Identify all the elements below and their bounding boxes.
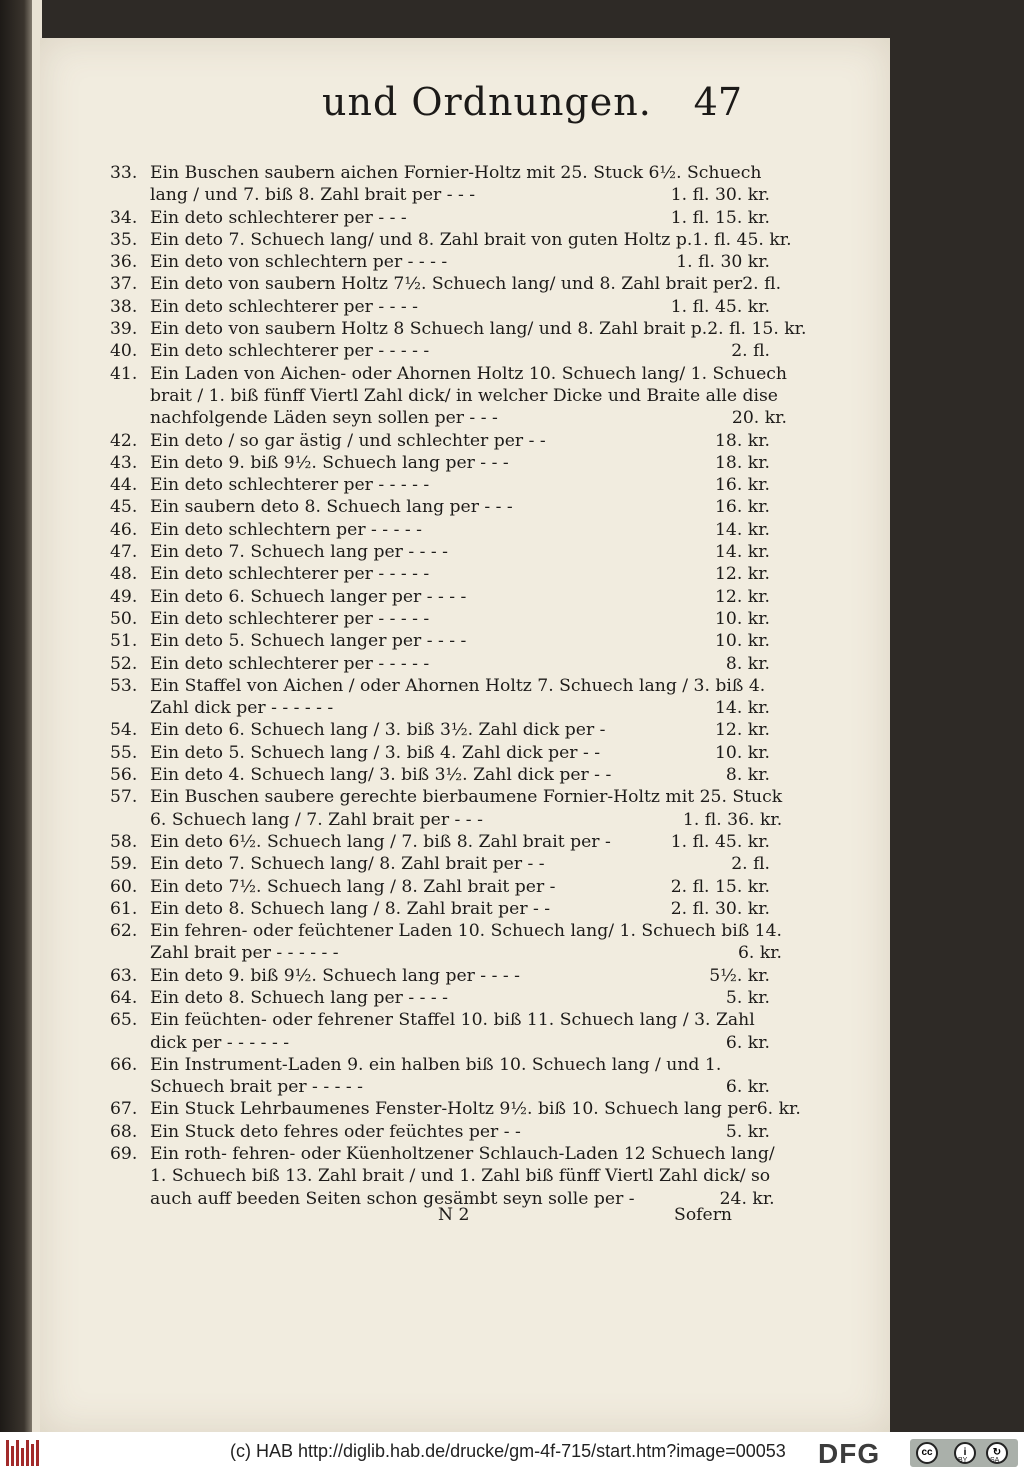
list-item (110, 162, 770, 207)
item-price: 2. fl. 15. kr. (670, 876, 770, 897)
item-number: 35. (110, 229, 138, 250)
signature-mark: N 2 (438, 1205, 470, 1225)
item-line (150, 519, 770, 541)
item-text: Ein deto schlechtern per - - - - - (150, 519, 422, 540)
list-item (110, 318, 807, 340)
item-number: 37. (110, 274, 138, 295)
item-lines (150, 496, 770, 518)
item-price: 5. kr. (725, 987, 770, 1008)
list-item (110, 987, 770, 1009)
item-text: Ein Laden von Aichen- oder Ahornen Holtz 10. Schuech lang/ 1. Schuech (150, 363, 787, 384)
item-price: 1. fl. 30. kr. (670, 185, 770, 206)
item-number: 69. (110, 1144, 138, 1165)
item-text: brait / 1. biß fünff Viertl Zahl dick/ in welcher Dicke und Braite alle dise (150, 385, 778, 406)
item-lines (150, 296, 770, 318)
item-line (150, 229, 792, 251)
cc-icon: cc (916, 1442, 938, 1464)
item-number: 64. (110, 987, 138, 1008)
item-text: 1. Schuech biß 13. Zahl brait / und 1. Zahl biß fünff Viertl Zahl dick/ so (150, 1166, 771, 1187)
item-line (150, 251, 770, 273)
item-line (150, 653, 770, 675)
item-line (150, 452, 770, 474)
item-price: 12. kr. (714, 586, 770, 607)
item-text: Ein deto von schlechtern per - - - - (150, 252, 448, 273)
item-line (150, 719, 770, 741)
item-lines (150, 430, 770, 452)
item-lines (150, 653, 770, 675)
item-price: 6. kr. (725, 1077, 770, 1098)
item-line (150, 541, 770, 563)
item-line (150, 1032, 770, 1054)
list-item (110, 608, 770, 630)
item-price: 14. kr. (714, 542, 770, 563)
list-item (110, 229, 792, 251)
item-number: 55. (110, 742, 138, 763)
item-text: Ein deto 7. Schuech lang/ 8. Zahl brait per - - (150, 854, 545, 875)
item-price: 6. kr. (725, 1032, 770, 1053)
item-price: 6. kr. (756, 1099, 801, 1120)
item-line (150, 318, 806, 340)
item-number: 56. (110, 765, 138, 786)
list-item (110, 920, 783, 965)
item-lines (150, 229, 792, 251)
list-item (110, 430, 770, 452)
item-text: Ein deto schlechterer per - - - - - (150, 475, 430, 496)
item-number: 34. (110, 207, 138, 228)
list-item (110, 519, 770, 541)
item-line (150, 430, 770, 452)
item-text: Ein deto 6. Schuech lang / 3. biß 3½. Zahl dick per - (150, 720, 606, 741)
item-number: 43. (110, 452, 138, 473)
item-lines (150, 340, 770, 362)
item-line (150, 385, 787, 407)
item-price: 8. kr. (725, 653, 770, 674)
item-text: dick per - - - - - - (150, 1032, 290, 1053)
item-text: Ein deto 8. Schuech lang per - - - - (150, 987, 448, 1008)
item-line (150, 586, 770, 608)
item-line (150, 273, 781, 295)
item-line (150, 1098, 801, 1120)
item-lines (150, 1098, 801, 1120)
item-lines (150, 452, 770, 474)
item-line (150, 987, 770, 1009)
item-lines (150, 876, 770, 898)
item-price: 5½. kr. (709, 965, 770, 986)
share-alike-icon: ↻ (986, 1442, 1008, 1464)
item-lines (150, 987, 770, 1009)
item-number: 33. (110, 163, 138, 183)
item-number: 44. (110, 475, 138, 496)
item-line (150, 608, 770, 630)
item-lines (150, 764, 770, 786)
item-text: Ein saubern deto 8. Schuech lang per - - - (150, 497, 513, 518)
item-number: 38. (110, 296, 138, 317)
item-line (150, 942, 782, 964)
item-price: 14. kr. (714, 519, 770, 540)
item-lines (150, 273, 781, 295)
item-text: nachfolgende Läden seyn sollen per - - - (150, 408, 498, 429)
item-text: Ein deto schlechterer per - - - - (150, 296, 418, 317)
page-footer (150, 1205, 732, 1235)
item-text: Ein deto 6. Schuech langer per - - - - (150, 586, 467, 607)
list-item (110, 1054, 770, 1099)
item-text: Ein deto / so gar ästig / und schlechter per - - (150, 430, 546, 451)
item-number: 68. (110, 1121, 138, 1142)
list-item (110, 563, 770, 585)
item-line (150, 831, 770, 853)
item-line (150, 742, 770, 764)
item-price: 2. fl. 15. kr. (707, 319, 807, 340)
item-text: Ein deto 5. Schuech lang / 3. biß 4. Zahl dick per - - (150, 742, 601, 763)
item-line (150, 474, 770, 496)
item-text: Zahl dick per - - - - - - (150, 698, 334, 719)
item-text: Ein Buschen saubern aichen Fornier-Holtz mit 25. Stuck 6½. Schuech (150, 163, 762, 183)
item-text: auch auff beeden Seiten schon gesämbt seyn solle per - (150, 1188, 635, 1209)
item-line (150, 1009, 770, 1031)
list-item (110, 363, 787, 430)
item-lines (150, 474, 770, 496)
item-price: 20. kr. (731, 408, 787, 429)
item-line (150, 207, 770, 229)
item-line (150, 630, 770, 652)
item-number: 46. (110, 519, 138, 540)
item-number: 63. (110, 965, 138, 986)
list-item (110, 273, 782, 295)
item-number: 67. (110, 1099, 138, 1120)
item-number: 47. (110, 542, 138, 563)
list-item (110, 742, 770, 764)
item-lines (150, 519, 770, 541)
item-number: 60. (110, 876, 138, 897)
list-item (110, 831, 770, 853)
item-text: Ein roth- fehren- oder Küenholtzener Schlauch-Laden 12 Schuech lang/ (150, 1144, 775, 1165)
item-price: 16. kr. (714, 497, 770, 518)
item-number: 66. (110, 1054, 138, 1075)
item-price: 16. kr. (714, 475, 770, 496)
item-line (150, 675, 770, 697)
item-text: Ein deto von saubern Holtz 7½. Schuech lang/ und 8. Zahl brait per (150, 274, 743, 295)
item-number: 36. (110, 252, 138, 273)
item-lines (150, 742, 770, 764)
item-line (150, 920, 782, 942)
item-lines (150, 786, 782, 831)
item-line (150, 764, 770, 786)
item-number: 45. (110, 497, 138, 518)
item-price: 8. kr. (725, 765, 770, 786)
item-text: Ein deto schlechterer per - - - - - (150, 341, 430, 362)
item-number: 54. (110, 720, 138, 741)
item-line (150, 853, 770, 875)
license-by-label: BY (958, 1457, 968, 1464)
item-number: 49. (110, 586, 138, 607)
item-text: Ein feüchten- oder fehrener Staffel 10. biß 11. Schuech lang / 3. Zahl (150, 1010, 755, 1031)
list-item (110, 541, 770, 563)
item-lines (150, 719, 770, 741)
item-number: 40. (110, 341, 138, 362)
item-text: Schuech brait per - - - - - (150, 1077, 363, 1098)
item-lines (150, 1121, 770, 1143)
list-item (110, 876, 770, 898)
item-text: Ein Buschen saubere gerechte bierbaumene Fornier-Holtz mit 25. Stuck (150, 787, 783, 808)
item-lines (150, 608, 770, 630)
item-text: Ein deto 7. Schuech lang per - - - - (150, 542, 448, 563)
list-item (110, 1121, 770, 1143)
item-lines (150, 207, 770, 229)
page-header (282, 80, 742, 140)
list-item (110, 207, 770, 229)
item-number: 39. (110, 319, 138, 340)
list-item (110, 496, 770, 518)
item-line (150, 407, 787, 429)
item-text: Ein deto 6½. Schuech lang / 7. biß 8. Zahl brait per - (150, 831, 611, 852)
list-item (110, 251, 770, 273)
item-lines (150, 675, 770, 720)
list-item (110, 586, 770, 608)
item-line (150, 1076, 770, 1098)
item-text: Ein Instrument-Laden 9. ein halben biß 10. Schuech lang / und 1. (150, 1054, 722, 1075)
item-line (150, 876, 770, 898)
item-lines (150, 965, 770, 987)
item-price: 2. fl. (742, 274, 782, 295)
item-text: Ein deto 7. Schuech lang/ und 8. Zahl brait von guten Holtz p. (150, 229, 693, 250)
item-price: 10. kr. (714, 742, 770, 763)
item-lines (150, 853, 770, 875)
item-price: 1. fl. 45. kr. (670, 296, 770, 317)
item-line (150, 496, 770, 518)
item-line (150, 296, 770, 318)
item-line (150, 697, 770, 719)
list-item (110, 786, 783, 831)
item-line (150, 162, 770, 184)
viewer-bottom-bar (0, 1432, 1024, 1472)
item-lines (150, 1143, 775, 1210)
item-number: 48. (110, 564, 138, 585)
item-price: 1. fl. 15. kr. (670, 207, 770, 228)
list-item (110, 898, 770, 920)
item-text: Ein deto 9. biß 9½. Schuech lang per - - - (150, 452, 509, 473)
list-item (110, 452, 770, 474)
item-line (150, 965, 770, 987)
item-lines (150, 630, 770, 652)
item-number: 42. (110, 430, 138, 451)
item-line (150, 184, 770, 206)
item-number: 61. (110, 898, 138, 919)
item-price: 2. fl. (731, 854, 770, 875)
item-price: 18. kr. (714, 430, 770, 451)
item-number: 62. (110, 921, 138, 942)
item-text: Ein deto 8. Schuech lang / 8. Zahl brait per - - (150, 898, 551, 919)
item-text: Ein deto 5. Schuech langer per - - - - (150, 631, 467, 652)
item-lines (150, 1054, 770, 1099)
item-number: 59. (110, 854, 138, 875)
item-lines (150, 251, 770, 273)
item-text: Ein fehren- oder feüchtener Laden 10. Schuech lang/ 1. Schuech biß 14. (150, 921, 783, 942)
item-number: 50. (110, 608, 138, 629)
item-price: 14. kr. (714, 698, 770, 719)
price-list (110, 162, 807, 1210)
item-line (150, 1143, 775, 1165)
item-price: 1. fl. 45. kr. (692, 229, 792, 250)
list-item (110, 1143, 775, 1210)
item-lines (150, 831, 770, 853)
item-lines (150, 541, 770, 563)
item-line (150, 1165, 775, 1187)
item-price: 2. fl. 30. kr. (670, 898, 770, 919)
dfg-logo: DFG (818, 1438, 881, 1469)
item-price: 6. kr. (737, 943, 783, 964)
item-text: Ein deto 4. Schuech lang/ 3. biß 3½. Zahl dick per - - (150, 765, 612, 786)
item-price: 10. kr. (714, 608, 770, 629)
item-text: Ein deto schlechterer per - - - - - (150, 608, 430, 629)
list-item (110, 965, 770, 987)
list-item (110, 474, 770, 496)
item-line (150, 1121, 770, 1143)
catchword: Sofern (674, 1205, 732, 1225)
list-item (110, 675, 770, 720)
item-price: 12. kr. (714, 564, 770, 585)
item-price: 2. fl. (731, 341, 770, 362)
list-item (110, 296, 770, 318)
item-text: Ein deto von saubern Holtz 8 Schuech lang/ und 8. Zahl brait p. (150, 319, 708, 340)
item-number: 52. (110, 653, 138, 674)
item-text: Ein Stuck Lehrbaumenes Fenster-Holtz 9½. biß 10. Schuech lang per (150, 1099, 757, 1120)
item-text: Ein deto schlechterer per - - - - - (150, 653, 430, 674)
item-lines (150, 162, 770, 207)
item-price: 1. fl. 45. kr. (670, 831, 770, 852)
item-lines (150, 586, 770, 608)
item-text: Ein deto 7½. Schuech lang / 8. Zahl brait per - (150, 876, 556, 897)
item-text: lang / und 7. biß 8. Zahl brait per - - - (150, 185, 476, 206)
item-text: Ein deto 9. biß 9½. Schuech lang per - - - - (150, 965, 520, 986)
item-number: 57. (110, 787, 138, 808)
item-text: 6. Schuech lang / 7. Zahl brait per - - - (150, 809, 483, 830)
item-text: Ein deto schlechterer per - - - - - (150, 564, 430, 585)
item-price: 18. kr. (714, 452, 770, 473)
item-line (150, 786, 782, 808)
hab-logo-icon (6, 1440, 40, 1466)
list-item (110, 853, 770, 875)
list-item (110, 653, 770, 675)
list-item (110, 719, 770, 741)
item-price: 1. fl. 36. kr. (682, 809, 783, 830)
item-line (150, 1054, 770, 1076)
item-lines (150, 898, 770, 920)
page-number: 47 (693, 80, 742, 124)
list-item (110, 630, 770, 652)
item-lines (150, 563, 770, 585)
item-text: Ein Stuck deto fehres oder feüchtes per - - (150, 1121, 521, 1142)
item-line (150, 363, 787, 385)
item-line (150, 898, 770, 920)
item-lines (150, 1009, 770, 1054)
item-price: 12. kr. (714, 720, 770, 741)
list-item (110, 1098, 801, 1120)
running-title: und Ordnungen. (322, 80, 652, 124)
item-number: 65. (110, 1010, 138, 1031)
item-text: Ein Staffel von Aichen / oder Ahornen Holtz 7. Schuech lang / 3. biß 4. (150, 675, 766, 696)
item-price: 5. kr. (725, 1121, 770, 1142)
item-number: 58. (110, 831, 138, 852)
license-sa-label: SA (990, 1457, 1000, 1464)
item-number: 53. (110, 675, 138, 696)
list-item (110, 340, 770, 362)
item-line (150, 563, 770, 585)
item-price: 1. fl. 30 kr. (676, 252, 770, 273)
item-text: Zahl brait per - - - - - - (150, 943, 339, 964)
by-person-icon: i (954, 1442, 976, 1464)
item-lines (150, 318, 806, 340)
item-text: Ein deto schlechterer per - - - (150, 207, 407, 228)
item-price: 10. kr. (714, 631, 770, 652)
item-lines (150, 363, 787, 430)
cc-license-badge[interactable] (910, 1439, 1018, 1467)
item-line (150, 340, 770, 362)
item-lines (150, 920, 782, 965)
list-item (110, 1009, 770, 1054)
item-number: 41. (110, 363, 138, 384)
item-line (150, 809, 782, 831)
list-item (110, 764, 770, 786)
item-price: 24. kr. (719, 1188, 775, 1209)
item-number: 51. (110, 631, 138, 652)
copyright-credit: (c) HAB http://diglib.hab.de/drucke/gm-4f-715/start.htm?image=00053 (230, 1441, 786, 1461)
